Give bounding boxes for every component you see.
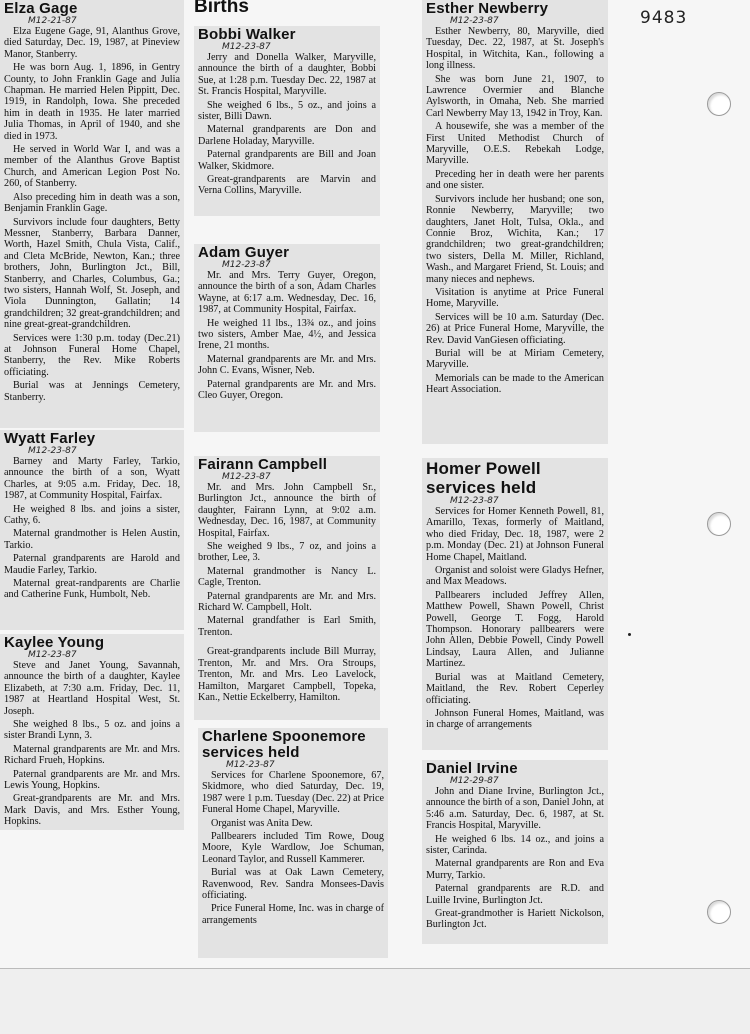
clipping-paragraph: Paternal grandparents are R.D. and Luille Irvine, Burlington Jct.: [426, 883, 604, 906]
clipping-paragraph: Burial was at Oak Lawn Cemetery, Ravenwood, Rev. Sandra Monsees-Davis officiating.: [202, 867, 384, 902]
clipping-paragraph: He weighed 6 lbs. 14 oz., and joins a sister, Carinda.: [426, 833, 604, 857]
clipping-paragraph: Maternal grandfather is Earl Smith, Trenton.: [198, 615, 376, 638]
clipping-paragraph: Mr. and Mrs. John Campbell Sr., Burlington Jct., announce the birth of daughter, Fairann Lynn, at 9:02 a.m. Wednesday, Dec. 16, 1987, at Community Hospital, Fairfax.: [198, 482, 376, 539]
clipping-fairann-campbell: [194, 456, 380, 720]
clipping-paragraph: Survivors include her husband; one son, Ronnie Newberry, Maryville; two daughters, Janet Holt, Tulsa, Okla., and Connie Broz, Wichita, Kan.; 17 grandchildren; two great-grandchildren; two sisters, Della M. Miller, Richland, Wash., and Margaret Friend, St. Louis; and many nieces and nephews.: [426, 193, 604, 285]
clipping-bobbi-walker: [194, 26, 380, 216]
clipping-paragraph: A housewife, she was a member of the First United Methodist Church of Maryville, O.E.S. Rebekah Lodge, Maryville.: [426, 121, 604, 167]
clipping-paragraph: Great-grandparents include Bill Murray, Trenton, Mr. and Mrs. Ora Stroups, Trenton, Mr. and Mrs. Leo Lavelock, Hamilton, Margaret Campbell, Topeka, Kan., Nettie Eckelberry, Hamilton.: [198, 646, 376, 703]
clipping-paragraph: Great-grandparents are Mr. and Mrs. Mark Davis, and Mrs. Esther Young, Hopkins.: [4, 793, 180, 828]
clipping-paragraph: Jerry and Donella Walker, Maryville, announce the birth of a daughter, Bobbi Sue, at 1:28 p.m. Tuesday Dec. 22, 1987 at St. Francis Hospital, Maryville.: [198, 52, 376, 98]
clipping-homer-powell: [422, 458, 608, 750]
clipping-paragraph: Elza Eugene Gage, 91, Alanthus Grove, died Saturday, Dec. 19, 1987, at Pineview Manor, Stanberry.: [4, 26, 180, 60]
clipping-heading: Adam Guyer: [198, 244, 290, 261]
handwritten-date: M12-23-87: [222, 472, 271, 482]
handwritten-date: M12-23-87: [450, 496, 499, 506]
clipping-paragraph: Paternal grandparents are Mr. and Mrs. Richard W. Campbell, Holt.: [198, 590, 376, 614]
handwritten-date: M12-23-87: [222, 42, 271, 52]
clipping-heading: Kaylee Young: [4, 634, 105, 651]
clipping-paragraph: Maternal grandmother is Nancy L. Cagle, Trenton.: [198, 565, 376, 589]
clipping-paragraph: Survivors include four daughters, Betty Messner, Stanberry, Barbara Danner, Worth, Hazel Smith, Chula Vista, Calif., and Cleta McBride, Newton, Kan.; three brothers, John, Burlington Jct., Bill, Stanberry, and Charles, Columbus, Ga.; two sisters, Hannah Wolf, St. Joseph, and Viola Dunnington, Gallatin; 14 grandchildren; 32 great-grandchildren; and nine great-great-grandchildren.: [4, 216, 180, 331]
clipping-paragraph: Paternal grandparents are Mr. and Mrs. Lewis Young, Hopkins.: [4, 768, 180, 792]
clipping-paragraph: She weighed 8 lbs., 5 oz. and joins a sister Brandi Lynn, 3.: [4, 719, 180, 742]
handwritten-date: M12-23-87: [28, 650, 77, 660]
clipping-paragraph: He weighed 8 lbs. and joins a sister, Cathy, 6.: [4, 503, 180, 527]
clipping-paragraph: Great-grandparents are Marvin and Verna Collins, Maryville.: [198, 174, 376, 197]
clipping-paragraph: Organist and soloist were Gladys Hefner, and Max Meadows.: [426, 565, 604, 588]
clipping-paragraph: Barney and Marty Farley, Tarkio, announce the birth of a son, Wyatt Charles, at 9:05 a.m. Friday, Dec. 18, 1987, at Community Hospital, Fairfax.: [4, 456, 180, 502]
clipping-heading: Charlene Spoonemore services held: [202, 728, 366, 761]
clipping-paragraph: Esther Newberry, 80, Maryville, died Tuesday, Dec. 22, 1987, at St. Joseph's Hospital, in Witchita, Kan., following a long illness.: [426, 26, 604, 72]
clipping-paragraph: Maternal grandparents are Ron and Eva Murry, Tarkio.: [426, 858, 604, 881]
scanner-bed-margin: [0, 968, 750, 1034]
clipping-paragraph: Steve and Janet Young, Savannah, announce the birth of a daughter, Kaylee Elizabeth, at 7:30 a.m. Friday, Dec. 11, 1987 at Heartland Hospital West, St. Joseph.: [4, 660, 180, 717]
clipping-paragraph: He weighed 11 lbs., 13¾ oz., and joins two sisters, Amber Mae, 4½, and Jessica Irene, 21 months.: [198, 317, 376, 352]
clipping-paragraph: Maternal grandparents are Don and Darlene Holaday, Maryville.: [198, 124, 376, 147]
binder-hole: [707, 512, 731, 536]
clipping-daniel-irvine: [422, 760, 608, 944]
clipping-elza-gage: [0, 0, 184, 428]
binder-hole: [707, 92, 731, 116]
clipping-heading: Bobbi Walker: [198, 26, 296, 43]
scan-speck: [628, 633, 631, 636]
clipping-kaylee-young: [0, 634, 184, 830]
clipping-paragraph: Burial was at Maitland Cemetery, Maitland, the Rev. Robert Ceperley officiating.: [426, 671, 604, 706]
handwritten-date: M12-29-87: [450, 776, 499, 786]
handwritten-date: M12-21-87: [28, 16, 77, 26]
clipping-adam-guyer: [194, 244, 380, 432]
section-title-births: Births: [194, 0, 249, 17]
clipping-paragraph: He served in World War I, and was a member of the Alanthus Grove Baptist Church, and American Legion Post No. 260, of Stanberry.: [4, 144, 180, 190]
clipping-paragraph: She weighed 9 lbs., 7 oz, and joins a brother, Lee, 3.: [198, 541, 376, 564]
clipping-paragraph: Johnson Funeral Homes, Maitland, was in charge of arrangements: [426, 707, 604, 731]
handwritten-page-number: 9483: [640, 8, 688, 28]
clipping-paragraph: Services were 1:30 p.m. today (Dec.21) at Johnson Funeral Home Chapel, Stanberry, the Rev. Mike Roberts officiating.: [4, 332, 180, 378]
clipping-paragraph: John and Diane Irvine, Burlington Jct., announce the birth of a son, Daniel John, at 5:46 a.m. Saturday, Dec. 6, 1987, at St. Francis Hospital, Maryville.: [426, 786, 604, 832]
clipping-paragraph: Services for Homer Kenneth Powell, 81, Amarillo, Texas, formerly of Maitland, who died Friday, Dec. 18, 1987, were 2 p.m. Monday (Dec. 21) at Johnson Funeral Home Chapel, Maitland.: [426, 506, 604, 563]
clipping-heading: Daniel Irvine: [426, 760, 518, 777]
handwritten-date: M12-23-87: [28, 446, 77, 456]
clipping-charlene-spoonemore: [198, 728, 388, 958]
clipping-paragraph: Memorials can be made to the American Heart Association.: [426, 372, 604, 396]
clipping-paragraph: She weighed 6 lbs., 5 oz., and joins a sister, Billi Dawn.: [198, 99, 376, 123]
clipping-esther-newberry: [422, 0, 608, 444]
clipping-paragraph: Preceding her in death were her parents and one sister.: [426, 168, 604, 192]
handwritten-date: M12-23-87: [226, 760, 275, 770]
clipping-heading: Homer Powell services held: [426, 459, 541, 497]
handwritten-date: M12-23-87: [222, 260, 271, 270]
clipping-paragraph: Paternal grandparents are Harold and Maudie Farley, Tarkio.: [4, 553, 180, 576]
clipping-heading: Elza Gage: [4, 0, 78, 17]
clipping-heading: Fairann Campbell: [198, 456, 328, 473]
clipping-paragraph: Paternal grandparents are Mr. and Mrs. Cleo Guyer, Oregon.: [198, 378, 376, 402]
clipping-paragraph: Also preceding him in death was a son, Benjamin Franklin Gage.: [4, 191, 180, 215]
clipping-paragraph: Pallbearers included Jeffrey Allen, Matthew Powell, Shawn Powell, Christ Powell, George T. Fogg, Harold Thompson. Honorary pallbearers were John Allen, Debbie Powell, Cindy Powell Lindsay, Laura Allen, and Julianne Martinez.: [426, 589, 604, 670]
clipping-paragraph: Organist was Anita Dew.: [211, 817, 313, 829]
clipping-paragraph: Maternal grandparents are Mr. and Mrs. John C. Evans, Wisner, Neb.: [198, 353, 376, 377]
clipping-paragraph: Maternal great-randparents are Charlie and Catherine Funk, Humbolt, Neb.: [4, 578, 180, 601]
clipping-paragraph: Great-grandmother is Hariett Nickolson, Burlington Jct.: [426, 908, 604, 931]
handwritten-date: M12-23-87: [450, 16, 499, 26]
clipping-paragraph: Burial was at Jennings Cemetery, Stanberry.: [4, 380, 180, 403]
clipping-paragraph: He was born Aug. 1, 1896, in Gentry County, to John Franklin Gage and Julia Chapman. He married Helen Pippitt, Dec. 1919, in Randolph, Iowa. She preceded him in death in 1935. He later married Julia Thomas, in April of 1940, and she died in 1973.: [4, 62, 180, 142]
clipping-paragraph: Pallbearers included Tim Rowe, Doug Moore, Kyle Wardlow, Joe Schuman, Leonard Taylor, and Russell Kammerer.: [202, 831, 384, 865]
clipping-paragraph: Mr. and Mrs. Terry Guyer, Oregon, announce the birth of a son, Adam Charles Wayne, at 6:17 a.m. Wednesday, Dec. 16, 1987, at Community Hospital, Fairfax.: [198, 270, 376, 316]
clipping-heading: Wyatt Farley: [4, 430, 96, 447]
clipping-paragraph: Burial will be at Miriam Cemetery, Maryville.: [426, 347, 604, 371]
clipping-paragraph: Paternal grandparents are Bill and Joan Walker, Skidmore.: [198, 149, 376, 172]
clipping-paragraph: Visitation is anytime at Price Funeral Home, Maryville.: [426, 286, 604, 310]
clipping-paragraph: Services for Charlene Spoonemore, 67, Skidmore, who died Saturday, Dec. 19, 1987 were 1 p.m. Tuesday (Dec. 22) at Price Funeral Home Chapel, Maryville.: [202, 770, 384, 816]
clipping-paragraph: Services will be 10 a.m. Saturday (Dec. 26) at Price Funeral Home, Maryville, the Rev. David VanGiesen officiating.: [426, 311, 604, 346]
clipping-wyatt-farley: [0, 430, 184, 630]
clipping-paragraph: Maternal grandparents are Mr. and Mrs. Richard Frueh, Hopkins.: [4, 743, 180, 767]
binder-hole: [707, 900, 731, 924]
clipping-paragraph: Maternal grandmother is Helen Austin, Tarkio.: [4, 528, 180, 551]
clipping-paragraph: Price Funeral Home, Inc. was in charge of arrangements: [202, 903, 384, 926]
clipping-heading: Esther Newberry: [426, 0, 549, 17]
clipping-paragraph: She was born June 21, 1907, to Lawrence Overmier and Blanche Aylsworth, in Omaha, Neb. She married Carl Newberry May 13, 1942 in Troy, Kan.: [426, 73, 604, 119]
